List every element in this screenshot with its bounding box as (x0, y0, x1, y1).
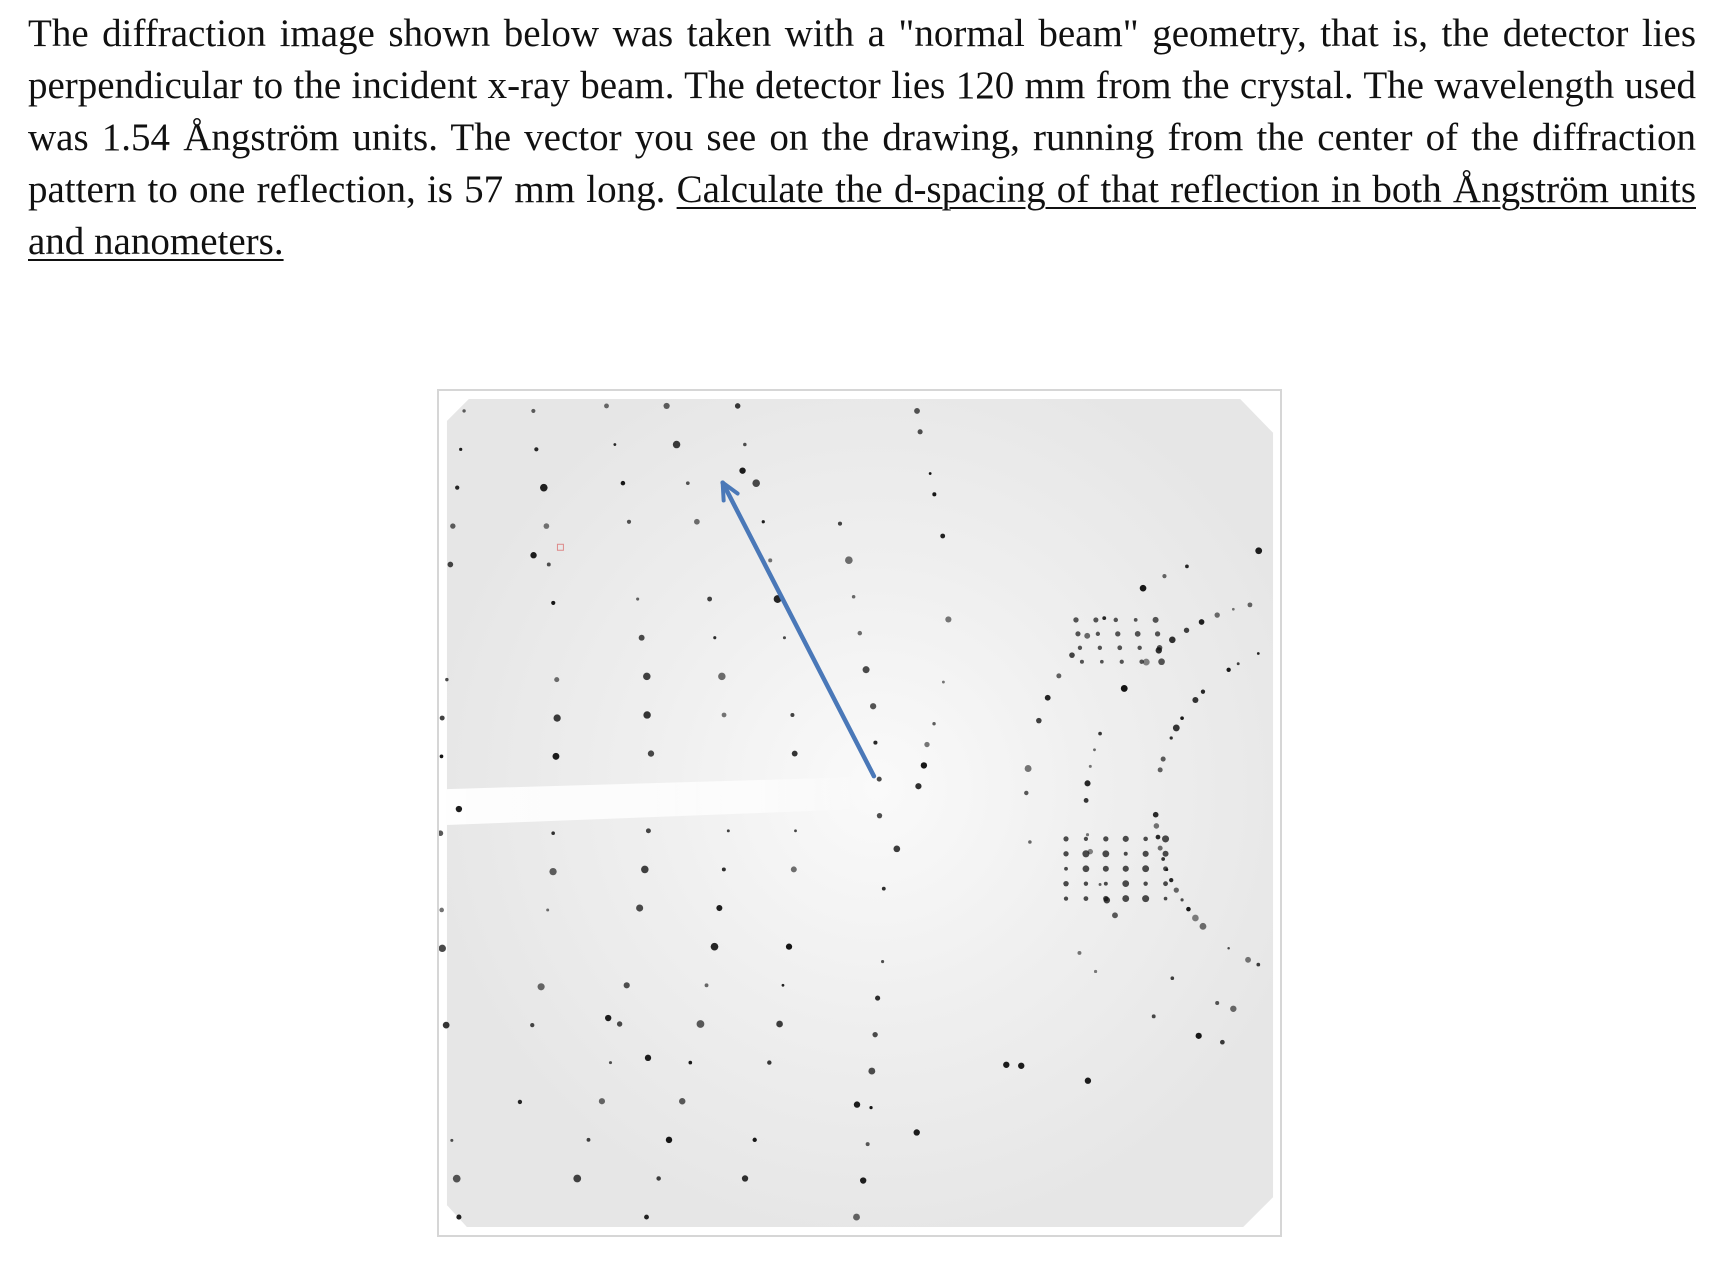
reflection-spot (1192, 697, 1198, 703)
reflection-spot (1069, 652, 1075, 658)
reflection-spot (1201, 690, 1205, 694)
reflection-spot (666, 1137, 672, 1143)
reflection-spot (1103, 896, 1108, 901)
problem-intro: The diffraction image shown below was taken with a "normal beam" geometry, that is, the detector lies perpendicular to the incident x-ray beam. The detector lies 120 mm from the crystal. The wavelength used was 1.54 Ångström units. The vector you see on the drawing, running from the center of the diffraction pattern to one reflection, is 57 mm long. (28, 12, 1696, 211)
reflection-spot (776, 1021, 783, 1028)
reflection-spot (551, 601, 555, 605)
reflection-spot (1084, 881, 1088, 885)
reflection-spot (1163, 881, 1168, 886)
reflection-spot (1102, 616, 1106, 620)
reflection-spot (727, 829, 730, 832)
reflection-spot (686, 481, 690, 485)
reflection-spot (1139, 659, 1143, 663)
reflection-spot (705, 983, 709, 987)
reflection-spot (783, 636, 786, 639)
reflection-spot (1237, 662, 1240, 665)
reflection-spot (624, 982, 630, 988)
reflection-spot (1075, 631, 1080, 636)
reflection-spot (722, 867, 726, 871)
reflection-spot (718, 673, 725, 680)
reflection-spot (1256, 963, 1260, 967)
reflection-spot (1104, 882, 1108, 886)
reflection-spot (1186, 907, 1191, 912)
reflection-spot (1084, 837, 1088, 841)
reflection-spot (1122, 895, 1129, 902)
reflection-spot (456, 806, 462, 812)
reflection-spot (445, 678, 448, 681)
reflection-spot (1098, 646, 1102, 650)
reflection-spot (645, 1055, 651, 1061)
reflection-spot (794, 829, 797, 832)
reflection-spot (643, 673, 650, 680)
reflection-spot (767, 1060, 771, 1064)
reflection-spot (1028, 840, 1032, 844)
reflection-spot (753, 1138, 757, 1142)
reflection-spot (552, 753, 559, 760)
reflection-spot (587, 1138, 591, 1142)
reflection-spot (877, 813, 882, 818)
reflection-spot (1102, 850, 1109, 857)
problem-statement (28, 8, 1696, 268)
reflection-spot (530, 552, 536, 558)
reflection-spot (1142, 895, 1149, 902)
reflection-spot (462, 409, 465, 412)
reflection-spot (1082, 850, 1089, 857)
reflection-spot (1163, 866, 1168, 871)
reflection-spot (1180, 716, 1184, 720)
reflection-spot (1024, 791, 1028, 795)
reflection-spot (1232, 608, 1235, 611)
reflection-spot (743, 443, 747, 447)
reflection-spot (1025, 765, 1032, 772)
reflection-spot (792, 751, 798, 757)
reflection-spot (643, 711, 650, 718)
diffraction-pattern (439, 391, 1280, 1235)
reflection-spot (673, 441, 680, 448)
reflection-spot (1117, 645, 1122, 650)
reflection-spot (1063, 836, 1068, 841)
reflection-spot (554, 677, 559, 682)
reflection-spot (1180, 898, 1183, 901)
reflection-spot (1192, 915, 1199, 922)
reflection-spot (1227, 947, 1230, 950)
reflection-spot (1162, 574, 1166, 578)
reflection-spot (530, 1023, 534, 1027)
reflection-spot (1157, 645, 1163, 651)
reflection-spot (613, 443, 616, 446)
reflection-spot (914, 1129, 920, 1135)
reflection-spot (1226, 668, 1230, 672)
reflection-spot (1142, 865, 1149, 872)
reflection-spot (540, 484, 548, 492)
reflection-spot (762, 520, 765, 523)
reflection-spot (1085, 1078, 1091, 1084)
reflection-spot (739, 467, 745, 473)
reflection-spot (932, 722, 935, 725)
reflection-spot (877, 777, 882, 782)
reflection-spot (838, 522, 842, 526)
reflection-spot (854, 1101, 860, 1107)
reflection-spot (929, 472, 932, 475)
reflection-spot (1140, 585, 1147, 592)
reflection-spot (617, 1021, 622, 1026)
reflection-spot (786, 944, 792, 950)
reflection-spot (1080, 660, 1084, 664)
reflection-spot (870, 703, 876, 709)
reflection-spot (1084, 798, 1089, 803)
diffraction-image (437, 389, 1282, 1237)
reflection-spot (940, 534, 945, 539)
reflection-spot (1155, 631, 1160, 636)
reflection-spot (853, 1214, 860, 1221)
reflection-spot (439, 830, 443, 836)
reflection-spot (1158, 846, 1163, 851)
reflection-spot (1230, 1006, 1236, 1012)
reflection-spot (448, 562, 454, 568)
reflection-spot (1185, 565, 1189, 569)
reflection-spot (1093, 617, 1098, 622)
reflection-spot (945, 616, 951, 622)
reflection-spot (443, 1022, 450, 1029)
reflection-spot (440, 755, 444, 759)
reflection-spot (873, 741, 877, 745)
reflection-spot (1064, 867, 1068, 871)
reflection-spot (551, 831, 555, 835)
reflection-spot (1215, 1001, 1219, 1005)
reflection-spot (1063, 851, 1068, 856)
reflection-spot (1084, 633, 1090, 639)
reflection-spot (845, 556, 853, 564)
reflection-spot (1158, 658, 1165, 665)
reflection-spot (713, 636, 716, 639)
reflection-spot (791, 866, 797, 872)
reflection-spot (1245, 957, 1251, 963)
reflection-spot (1115, 631, 1120, 636)
reflection-spot (1103, 836, 1108, 841)
reflection-spot (538, 983, 545, 990)
reflection-spot (1154, 823, 1160, 829)
reflection-spot (869, 1106, 872, 1109)
reflection-spot (646, 828, 651, 833)
reflection-spot (1089, 765, 1092, 768)
reflection-spot (456, 1215, 461, 1220)
reflection-spot (636, 597, 639, 600)
reflection-spot (735, 403, 741, 409)
reflection-spot (636, 905, 643, 912)
reflection-spot (1018, 1063, 1024, 1069)
reflection-spot (549, 868, 556, 875)
reflection-spot (694, 519, 700, 525)
reflection-spot (707, 597, 712, 602)
reflection-spot (1158, 767, 1163, 772)
reflection-spot (882, 887, 886, 891)
reflection-spot (679, 1098, 685, 1104)
reflection-spot (1103, 866, 1109, 872)
reflection-spot (1143, 837, 1148, 842)
reflection-spot (546, 908, 549, 911)
reflection-spot (450, 523, 455, 528)
reflection-spot (868, 1068, 875, 1075)
reflection-spot (921, 762, 927, 768)
reflection-spot (1153, 617, 1159, 623)
reflection-spot (656, 1176, 661, 1181)
reflection-spot (1098, 732, 1102, 736)
reflection-spot (1173, 724, 1180, 731)
reflection-spot (872, 1032, 877, 1037)
reflection-spot (1121, 685, 1128, 692)
reflection-spot (641, 866, 649, 874)
reflection-spot (459, 448, 462, 451)
reflection-spot (875, 996, 880, 1001)
reflection-spot (605, 1015, 611, 1021)
reflection-spot (924, 742, 929, 747)
reflection-spot (866, 1142, 870, 1146)
reflection-spot (573, 1175, 581, 1183)
reflection-spot (863, 666, 870, 673)
reflection-spot (1156, 835, 1161, 840)
reflection-spot (1199, 619, 1205, 625)
reflection-spot (547, 563, 551, 567)
reflection-spot (1077, 951, 1081, 955)
reflection-spot (1073, 617, 1078, 622)
reflection-spot (918, 429, 923, 434)
reflection-spot (716, 905, 722, 911)
reflection-spot (1100, 660, 1104, 664)
reflection-spot (1162, 835, 1169, 842)
reflection-spot (599, 1098, 605, 1104)
reflection-spot (1164, 897, 1168, 901)
reflection-spot (1084, 896, 1089, 901)
reflection-spot (697, 1020, 705, 1028)
reflection-spot (604, 403, 609, 408)
reflection-spot (915, 783, 921, 789)
reflection-spot (1120, 660, 1124, 664)
reflection-spot (553, 714, 560, 721)
reflection-spot (627, 520, 631, 524)
reflection-spot (621, 481, 626, 486)
reflection-spot (1114, 618, 1118, 622)
reflection-spot (518, 1100, 522, 1104)
reflection-spot (1003, 1062, 1009, 1068)
reflection-spot (1163, 851, 1169, 857)
reflection-spot (688, 1061, 692, 1065)
reflection-spot (648, 750, 654, 756)
reflection-spot (439, 945, 446, 952)
reflection-spot (1170, 736, 1173, 739)
reflection-spot (1123, 866, 1129, 872)
reflection-spot (860, 1177, 866, 1183)
reflection-spot (531, 409, 535, 413)
reflection-spot (1086, 833, 1089, 836)
reflection-spot (1056, 673, 1061, 678)
reflection-spot (711, 943, 719, 951)
reflection-spot (455, 486, 459, 490)
reflection-spot (1161, 757, 1166, 762)
reflection-spot (1184, 628, 1189, 633)
reflection-spot (722, 713, 727, 718)
reflection-spot (852, 595, 856, 599)
reflection-spot (768, 558, 772, 562)
reflection-spot (1124, 852, 1128, 856)
reflection-spot (790, 713, 794, 717)
reflection-spot (1152, 1014, 1156, 1018)
reflection-spot (1045, 695, 1051, 701)
reflection-spot (893, 845, 900, 852)
reflection-spot (1170, 976, 1174, 980)
reflection-spot (881, 960, 884, 963)
reflection-spot (1257, 652, 1260, 655)
reflection-spot (742, 1175, 748, 1181)
reflection-spot (1161, 857, 1165, 861)
reflection-spot (1083, 865, 1090, 872)
reflection-spot (782, 984, 785, 987)
reflection-spot (1153, 812, 1159, 818)
reflection-spot (1064, 896, 1068, 900)
reflection-spot (1248, 602, 1253, 607)
reflection-spot (534, 447, 538, 451)
reflection-spot (1135, 631, 1141, 637)
reflection-spot (1137, 646, 1141, 650)
reflection-spot (1063, 881, 1068, 886)
reflection-spot (1084, 780, 1090, 786)
reflection-spot (1220, 1040, 1225, 1045)
reflection-spot (1174, 888, 1179, 893)
reflection-spot (1143, 881, 1147, 885)
reflection-spot (440, 716, 445, 721)
reflection-spot (544, 523, 550, 529)
reflection-spot (1196, 1033, 1202, 1039)
reflection-spot (1036, 718, 1042, 724)
reflection-spot (1200, 923, 1207, 930)
reflection-spot (644, 1215, 649, 1220)
reflection-spot (752, 479, 760, 487)
reflection-spot (1123, 836, 1129, 842)
reflection-spot (914, 408, 920, 414)
reflection-spot (1134, 618, 1138, 622)
reflection-spot (1169, 637, 1176, 644)
reflection-spot (1215, 612, 1220, 617)
reflection-spot (1094, 970, 1097, 973)
reflection-spot (1078, 646, 1082, 650)
reflection-spot (1143, 851, 1149, 857)
reflection-spot (942, 681, 945, 684)
reflection-spot (932, 492, 936, 496)
reflection-spot (1099, 883, 1102, 886)
reflection-spot (1112, 912, 1118, 918)
reflection-spot (664, 403, 670, 409)
problem-task: Calculate the d-spacing of that reflection in both Ångström units and nanometers. (28, 168, 1696, 263)
reflection-spot (639, 635, 645, 641)
reflection-spot (439, 908, 444, 913)
reflection-spot (1255, 547, 1262, 554)
reflection-spot (858, 631, 862, 635)
reflection-spot (1093, 748, 1096, 751)
reflection-spot (1122, 880, 1129, 887)
reflection-spot (609, 1061, 612, 1064)
reflection-spot (453, 1175, 461, 1183)
reflection-spot (1096, 632, 1100, 636)
reflection-spot (1169, 878, 1173, 882)
reflection-spot (450, 1139, 453, 1142)
